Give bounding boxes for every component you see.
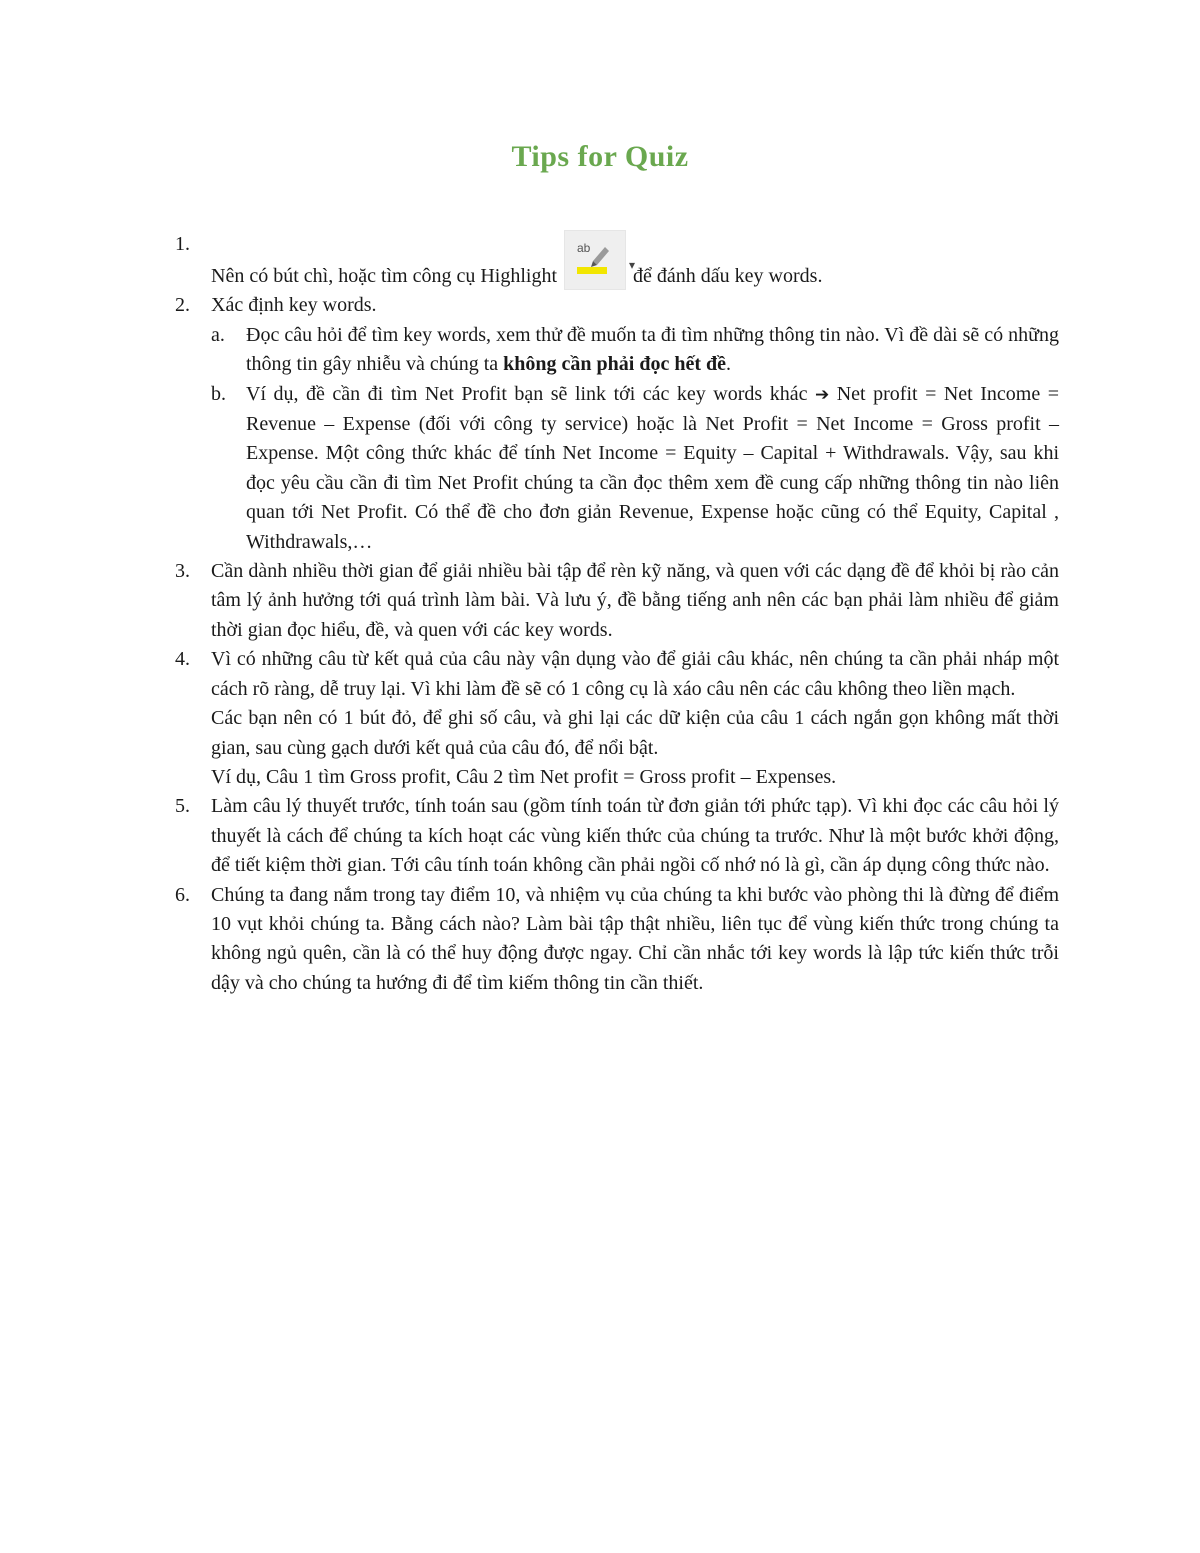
item-text-end: .	[726, 353, 732, 376]
list-item	[175, 881, 1059, 999]
list-item	[175, 792, 1059, 880]
item-paragraph: Vì có những câu từ kết quả của câu này vận dụng vào để giải câu khác, nên chúng ta cần phải nháp một cách rõ ràng, dễ truy lại. Vì khi làm đề sẽ có 1 công cụ là xáo câu nên các câu không theo liền mạch.	[211, 648, 1059, 700]
item-text: Đọc câu hỏi để tìm key words, xem thử đề muốn ta đi tìm những thông tin nào. Vì đề dài sẽ có những thông tin gây nhiễu và chúng ta	[246, 323, 1059, 376]
list-item	[175, 230, 1059, 291]
item-text: Làm câu lý thuyết trước, tính toán sau (gồm tính toán từ đơn giản tới phức tạp). Vì khi đọc các câu hỏi lý thuyết là cách để chúng ta kích hoạt các vùng kiến thức của chúng ta trước. Như là một bước khởi động, để tiết kiệm thời gian. Tới câu tính toán không cần phải ngồi cố nhớ nó là gì, cần áp dụng công thức nào.	[211, 795, 1059, 877]
tips-list	[175, 230, 1059, 998]
item-paragraph: Các bạn nên có 1 bút đỏ, để ghi số câu, và ghi lại các dữ kiện của câu 1 cách ngắn gọn không mất thời gian, sau cùng gạch dưới kết quả của câu đó, để nổi bật.	[211, 707, 1059, 759]
page-title: Tips for Quiz	[511, 140, 689, 173]
arrow-icon: ➔	[814, 384, 830, 405]
list-item	[175, 557, 1059, 645]
highlight-tool-button[interactable]	[564, 230, 636, 290]
sub-list-letter: a.	[211, 323, 225, 346]
list-number: 2.	[175, 294, 190, 317]
list-number: 3.	[175, 560, 190, 583]
item-text: Ví dụ, đề cần đi tìm Net Profit bạn sẽ link tới các key words khác	[246, 382, 808, 405]
list-number: 5.	[175, 795, 190, 818]
item-text-before: Nên có bút chì, hoặc tìm công cụ Highlight	[211, 265, 558, 287]
list-item	[175, 645, 1059, 792]
chevron-down-icon[interactable]: ▾	[629, 258, 636, 272]
sub-list-letter: b.	[211, 382, 226, 405]
sub-list-item	[211, 380, 1059, 557]
sub-list-item	[211, 321, 1059, 380]
item-text-continued: Net profit = Net Income = Revenue – Expense (đối với công ty service) hoặc là Net Profit = Net Income = Gross profit – Expense. Một công thức khác để tính Net Income = Equity – Capital + Withdrawals. Vậy, sau khi đọc yêu cầu cần đi tìm Net Profit chúng ta cần đọc thêm xem đề cung cấp những thông tin nào liên quan tới Net Profit. Có thể đề cho đơn giản Revenue, Expense hoặc cũng có thể Equity, Capital , Withdrawals,…	[246, 382, 1060, 553]
list-item	[175, 291, 1059, 320]
item-paragraph: Ví dụ, Câu 1 tìm Gross profit, Câu 2 tìm Net profit = Gross profit – Expenses.	[211, 765, 837, 788]
highlight-pen-icon	[575, 239, 613, 275]
list-number: 6.	[175, 883, 190, 906]
item-text-after: để đánh dấu key words.	[633, 265, 823, 287]
list-number: 4.	[175, 648, 190, 671]
sub-list-container	[175, 321, 1059, 557]
item-text: Xác định key words.	[211, 294, 377, 317]
svg-text:ab: ab	[577, 241, 591, 255]
item-text: Chúng ta đang nắm trong tay điểm 10, và nhiệm vụ của chúng ta khi bước vào phòng thi là đừng để điểm 10 vụt khỏi chúng ta. Bằng cách nào? Làm bài tập thật nhiều, liên tục để vùng kiến thức trong chúng ta không ngủ quên, cần là có thể huy động được ngay. Chỉ cần nhắc tới key words là lập tức kiến thức trỗi dậy và cho chúng ta hướng đi để tìm kiếm thông tin cần thiết.	[211, 883, 1059, 994]
emphasis-text: không cần phải đọc hết đề	[503, 353, 727, 376]
item-text: Cần dành nhiều thời gian để giải nhiều bài tập để rèn kỹ năng, và quen với các dạng đề để khỏi bị rào cản tâm lý ảnh hưởng tới quá trình làm bài. Và lưu ý, đề bằng tiếng anh nên các bạn phải làm nhiều để giảm thời gian đọc hiểu, đề, và quen với các key words.	[211, 560, 1059, 641]
list-number: 1.	[175, 233, 190, 255]
